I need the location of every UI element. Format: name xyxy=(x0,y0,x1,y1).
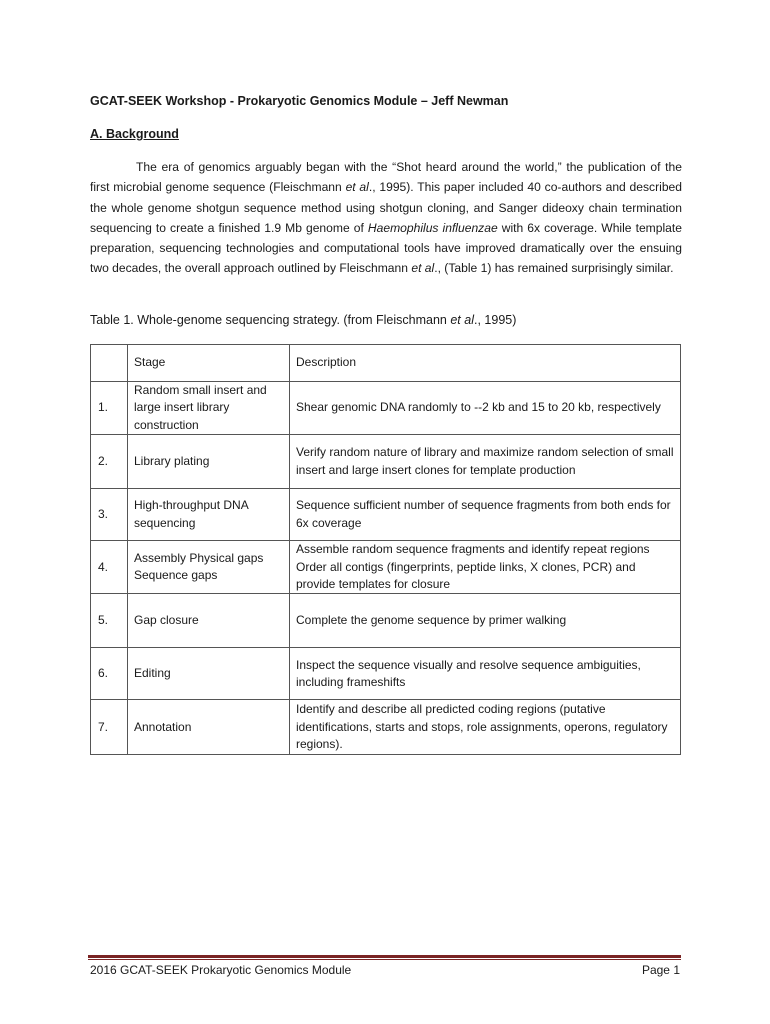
row-num-cell: 3. xyxy=(91,489,128,541)
table-row xyxy=(91,489,681,541)
row-description-cell: Assemble random sequence fragments and identify repeat regions Order all contigs (fingerprints, peptide links, X clones, PCR) and provide templates for closure xyxy=(290,541,681,594)
table-row xyxy=(91,435,681,489)
paragraph-text: ., (Table 1) has remained surprisingly similar. xyxy=(434,261,674,276)
row-description-cell: Inspect the sequence visually and resolve sequence ambiguities, including frameshifts xyxy=(290,648,681,700)
table-caption xyxy=(90,313,516,327)
header-num-cell xyxy=(91,345,128,382)
table-row xyxy=(91,700,681,755)
paragraph-text: ., 1995). This paper included 40 co-authors and described the whole genome shotgun sequence method using shotgun cloning, and Sanger dideoxy chain termination sequencing to create a finished 1.9 Mb genome of xyxy=(90,180,682,235)
row-num-cell: 2. xyxy=(91,435,128,489)
row-stage-cell: Random small insert and large insert library construction xyxy=(128,382,290,435)
page-title: GCAT-SEEK Workshop - Prokaryotic Genomics Module – Jeff Newman xyxy=(90,94,509,108)
row-num-cell: 6. xyxy=(91,648,128,700)
table-row xyxy=(91,648,681,700)
table-row xyxy=(91,382,681,435)
row-stage-cell: Annotation xyxy=(128,700,290,755)
caption-italic-text: et al xyxy=(450,313,474,327)
row-stage-cell: High-throughput DNA sequencing xyxy=(128,489,290,541)
footer-rule-thick xyxy=(88,955,681,958)
paragraph-italic-text: et al xyxy=(411,261,435,276)
row-description-cell: Identify and describe all predicted coding regions (putative identifications, starts and stops, role assignments, operons, regulatory regions). xyxy=(290,700,681,755)
row-description-cell: Complete the genome sequence by primer walking xyxy=(290,594,681,648)
row-description-cell: Verify random nature of library and maximize random selection of small insert and large insert clones for template production xyxy=(290,435,681,489)
background-paragraph xyxy=(90,157,682,279)
sequencing-strategy-table xyxy=(90,344,681,755)
row-description-cell: Shear genomic DNA randomly to --2 kb and 15 to 20 kb, respectively xyxy=(290,382,681,435)
paragraph-text: with 6x coverage. While template preparation, sequencing technologies and computational tools have improved dramatically over the ensuing two decades, the overall approach outlined by Fleischmann xyxy=(90,220,682,276)
row-num-cell: 7. xyxy=(91,700,128,755)
section-heading-background: A. Background xyxy=(90,127,179,141)
header-description-cell: Description xyxy=(290,345,681,382)
row-num-cell: 1. xyxy=(91,382,128,435)
header-stage-cell: Stage xyxy=(128,345,290,382)
footer-rule-thin xyxy=(88,959,681,960)
caption-text: ., 1995) xyxy=(474,313,517,327)
caption-text: Table 1. Whole-genome sequencing strategy. (from Fleischmann xyxy=(90,313,451,327)
footer-module-name: 2016 GCAT-SEEK Prokaryotic Genomics Module xyxy=(90,963,352,977)
row-num-cell: 5. xyxy=(91,594,128,648)
row-stage-cell: Gap closure xyxy=(128,594,290,648)
paragraph-italic-text: et al xyxy=(345,180,369,195)
paragraph-text: The era of genomics arguably began with the “Shot heard around the world,” the publication of the first microbial genome sequence (Fleischmann xyxy=(90,160,682,195)
row-num-cell: 4. xyxy=(91,541,128,594)
row-description-cell: Sequence sufficient number of sequence fragments from both ends for 6x coverage xyxy=(290,489,681,541)
footer-page-number: Page 1 xyxy=(641,963,680,977)
table-header-row xyxy=(91,345,681,382)
row-stage-cell: Editing xyxy=(128,648,290,700)
row-stage-cell: Assembly Physical gaps Sequence gaps xyxy=(128,541,290,594)
species-name: Haemophilus influenzae xyxy=(367,220,498,235)
row-stage-cell: Library plating xyxy=(128,435,290,489)
table-row xyxy=(91,541,681,594)
table-row xyxy=(91,594,681,648)
